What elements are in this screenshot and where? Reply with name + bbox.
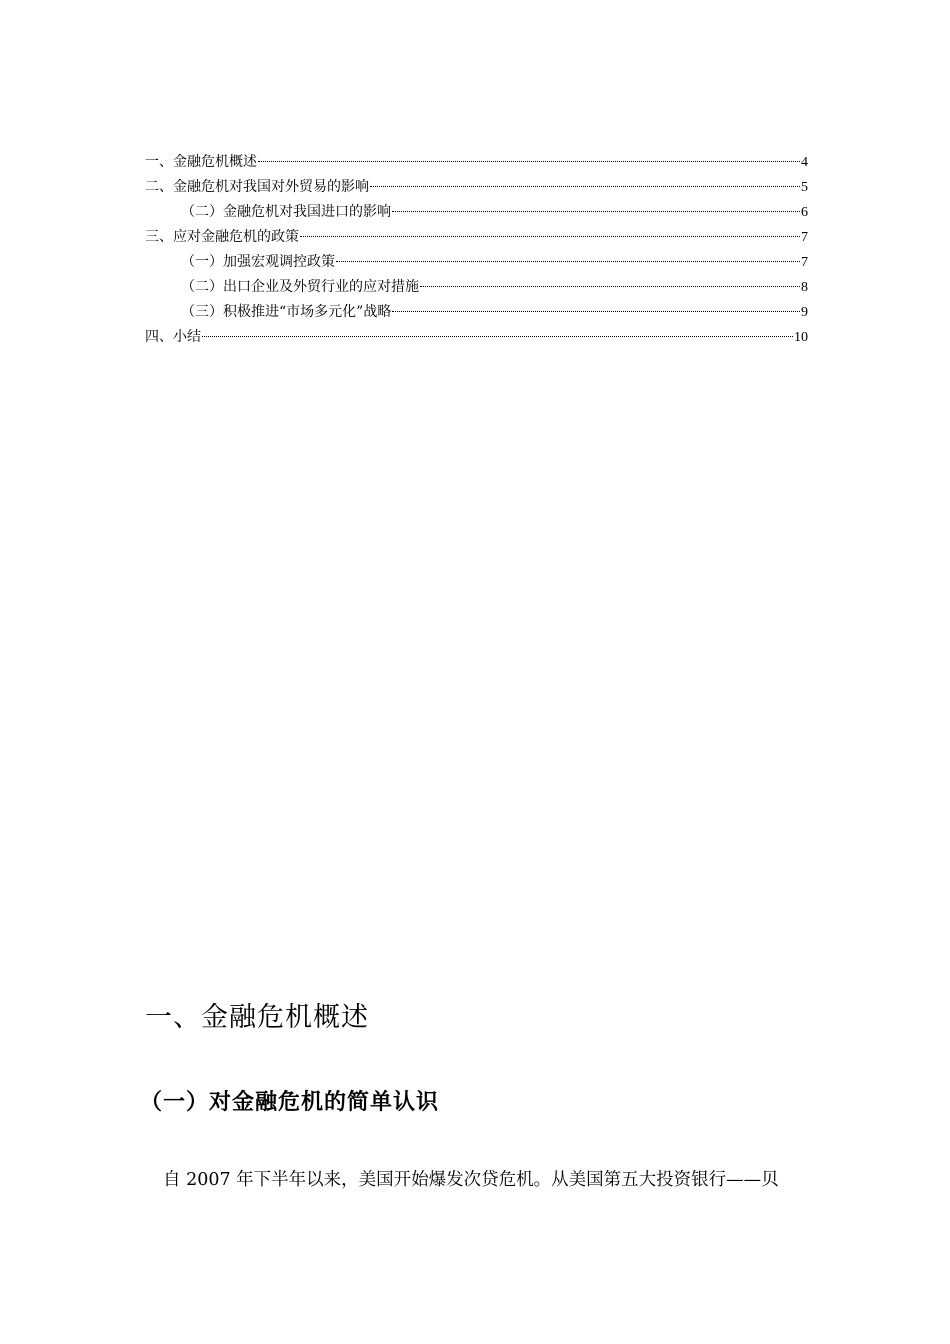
toc-entry-label: （二）金融危机对我国进口的影响 [181,204,391,220]
toc-entry-page: 6 [801,205,808,220]
toc-entry-page: 5 [801,180,808,195]
toc-dot-leader [392,311,800,312]
toc-entry-label: （二）出口企业及外贸行业的应对措施 [181,279,419,295]
toc-entry[interactable] [145,150,808,175]
toc-entry[interactable] [145,225,808,250]
toc-dot-leader [300,236,800,237]
toc-entry-page: 7 [801,255,808,270]
toc-dot-leader [336,261,800,262]
toc-entry-label: 二、金融危机对我国对外贸易的影响 [145,179,369,195]
toc-entry[interactable] [145,275,808,300]
section-heading: 一、金融危机概述 [145,1002,369,1033]
subsection-heading: （一）对金融危机的简单认识 [140,1090,440,1115]
toc-dot-leader [392,211,800,212]
toc-entry-page: 7 [801,230,808,245]
toc-entry[interactable] [145,250,808,275]
toc-dot-leader [420,286,800,287]
toc-entry-label: （一）加强宏观调控政策 [181,254,335,270]
toc-entry-page: 8 [801,280,808,295]
toc-entry-page: 10 [794,330,808,345]
toc-dot-leader [258,161,800,162]
table-of-contents [145,150,808,350]
body-paragraph: 自 2007 年下半年以来，美国开始爆发次贷危机。从美国第五大投资银行——贝 [163,1170,779,1190]
toc-entry-label: 三、应对金融危机的政策 [145,229,299,245]
toc-entry-label: 四、小结 [145,329,201,345]
toc-entry[interactable] [145,200,808,225]
toc-dot-leader [370,186,800,187]
toc-entry-page: 4 [801,155,808,170]
toc-entry[interactable] [145,175,808,200]
toc-entry-page: 9 [801,305,808,320]
toc-entry[interactable] [145,300,808,325]
toc-entry[interactable] [145,325,808,350]
toc-entry-label: 一、金融危机概述 [145,154,257,170]
toc-entry-label: （三）积极推进“市场多元化”战略 [181,304,392,320]
toc-dot-leader [202,336,793,337]
